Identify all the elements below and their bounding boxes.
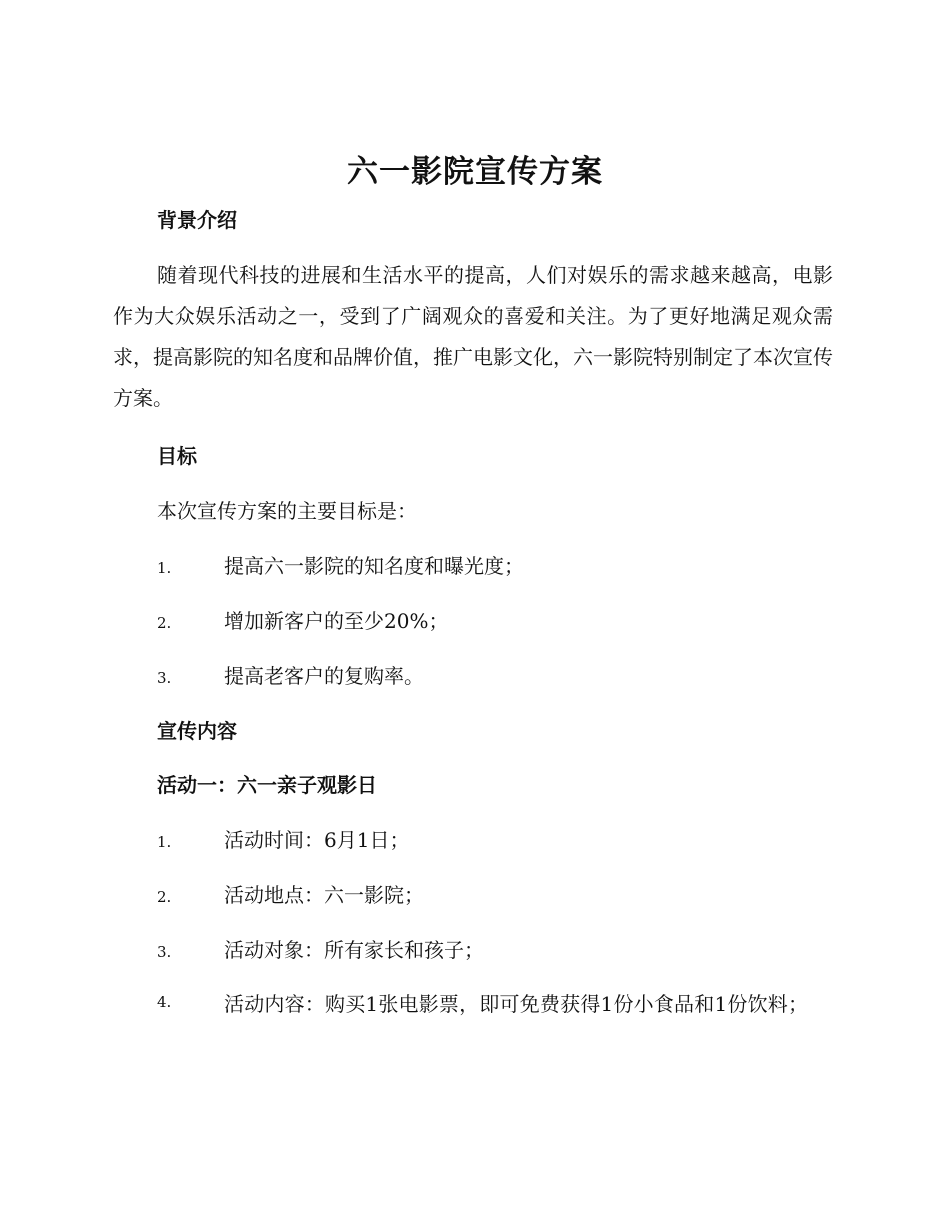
list-number: 2.: [157, 888, 172, 906]
list-number: 3.: [157, 669, 172, 687]
list-number: 2.: [157, 614, 172, 632]
list-number: 1.: [157, 833, 172, 851]
list-item-text: 提高六一影院的知名度和曝光度；: [224, 554, 524, 578]
document-title: 六一影院宣传方案: [347, 154, 603, 190]
section-heading-goals: 目标: [157, 444, 197, 468]
activity-heading: 活动一：六一亲子观影日: [157, 773, 377, 797]
list-number: 1.: [157, 559, 172, 577]
section-heading-background: 背景介绍: [157, 208, 237, 232]
list-item-text: 活动地点：六一影院；: [224, 883, 424, 907]
section-heading-content: 宣传内容: [157, 719, 237, 743]
list-item-text: 增加新客户的至少20%；: [224, 609, 449, 633]
list-number: 3.: [157, 943, 172, 961]
list-item-text: 活动内容：购买1张电影票，即可免费获得1份小食品和1份饮料；: [224, 992, 809, 1016]
list-item-text: 提高老客户的复购率。: [224, 664, 424, 688]
goals-intro: 本次宣传方案的主要目标是：: [157, 499, 417, 523]
list-item-text: 活动时间：6月1日；: [224, 828, 410, 852]
list-item-text: 活动对象：所有家长和孩子；: [224, 938, 484, 962]
background-paragraph: 随着现代科技的进展和生活水平的提高，人们对娱乐的需求越来越高，电影作为大众娱乐活动之一，受到了广阔观众的喜爱和关注。为了更好地满足观众需求，提高影院的知名度和品牌价值，推广电影文化，六一影院特别制定了本次宣传方案。: [113, 263, 833, 410]
list-number: 4.: [157, 993, 172, 1011]
activity-list-item: [113, 984, 833, 1025]
